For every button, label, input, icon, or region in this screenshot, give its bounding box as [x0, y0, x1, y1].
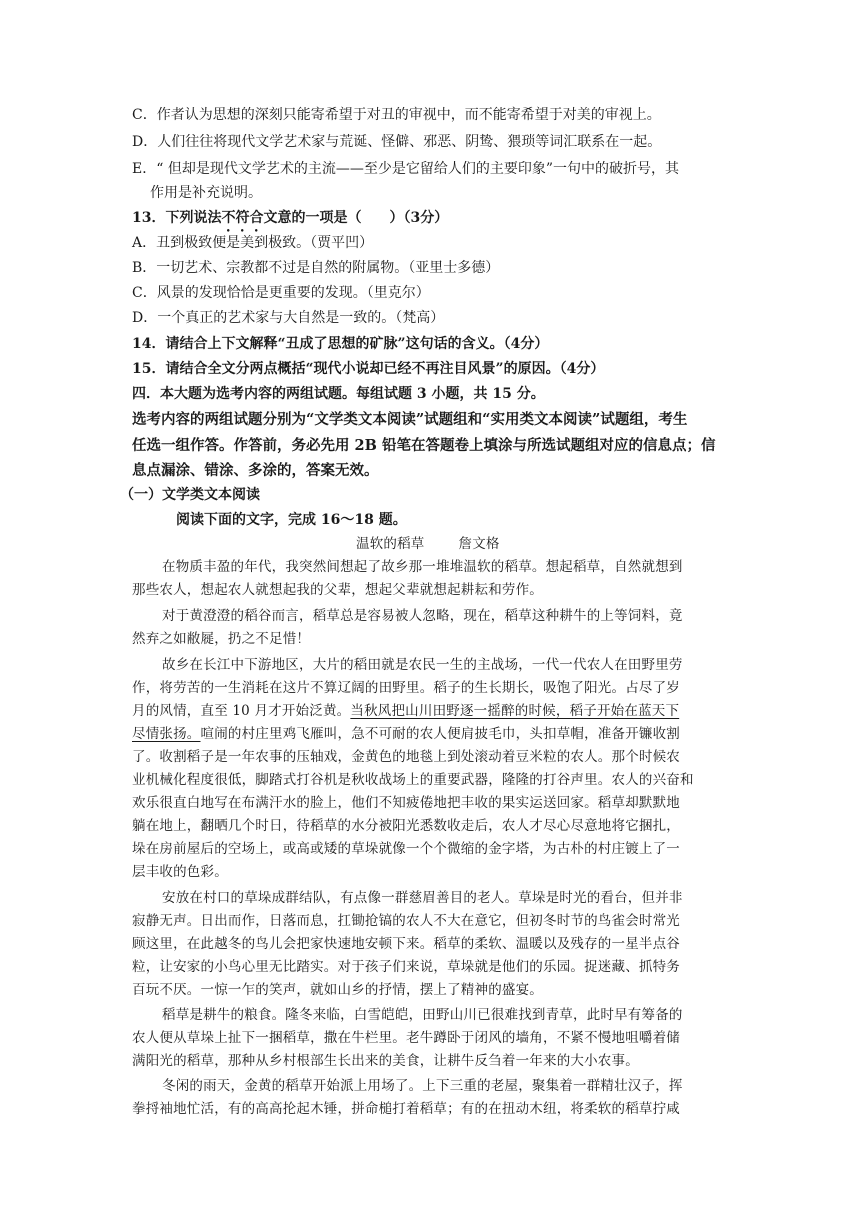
p3-line9: 垛在房前屋后的空场上，或高或矮的草垛就像一个个微缩的金字塔，为古朴的村庄镀上了一: [132, 841, 680, 857]
p3-line5: 了。收割稻子是一年农事的压轴戏，金黄色的地毯上到处滚动着豆米粒的农人。那个时候农: [132, 749, 680, 765]
p3-line1: 故乡在长江中下游地区，大片的稻田就是农民一生的主战场，一代一代农人在田野里劳: [162, 657, 683, 673]
article-author: 詹文格: [458, 536, 500, 552]
p3-line10: 层丰收的色彩。: [132, 864, 228, 880]
q13-option-a: A．丑到极致便是美到极致。（贾平凹）: [132, 235, 374, 251]
question-14: 14．请结合上下文解释“丑成了思想的矿脉”这句话的含义。（4分）: [132, 336, 549, 352]
option-12d: D．人们往往将现代文学艺术家与荒诞、怪僻、邪恶、阴鸷、猥琐等词汇联系在一起。: [132, 134, 662, 150]
p6-line2: 拳捋袖地忙活，有的高高抡起木锤，拼命槌打着稻草；有的在扭动木纽，将柔软的稻草拧咸: [132, 1101, 680, 1117]
p4-line5: 百玩不厌。一惊一乍的笑声，就如山乡的抒情，摆上了精神的盛宴。: [132, 982, 543, 998]
p3-line7: 欢乐很直白地写在布满汗水的脸上，他们不知疲倦地把丰收的果实运送回家。稻草却默默地: [132, 795, 680, 811]
p1-line1: 在物质丰盈的年代，我突然间想起了故乡那一堆堆温软的稻草。想起稻草，自然就想到: [162, 559, 683, 575]
option-12e-line2: 作用是补充说明。: [150, 185, 262, 201]
q13-emphasis: 不符合: [221, 210, 264, 226]
p3-line4: [132, 723, 732, 745]
p5-line1: 稻草是耕牛的粮食。隆冬来临，白雪皑皑，田野山川已很难找到青草，此时早有筹备的: [162, 1007, 683, 1023]
article-title-line: [356, 533, 860, 555]
underlined-sentence-part2: 尽情张扬。: [132, 726, 201, 742]
p3-line3-text: 月的风情，直至 10 月才开始泛黄。: [132, 703, 351, 719]
subsection-literary: （一）文学类文本阅读: [120, 487, 260, 503]
q13-prefix: 13．下列说法: [132, 210, 222, 226]
p4-line3: 顾这里，在此越冬的鸟儿会把家快速地安顿下来。稻草的柔软、温暖以及残存的一星半点谷: [132, 936, 680, 952]
p5-line2: 农人便从草垛上扯下一捆稻草，撒在牛栏里。老牛蹲卧于闭风的墙角，不紧不慢地咀嚼着储: [132, 1030, 680, 1046]
p5-line3: 满阳光的稻草，那种从乡村根部生长出来的美食，让耕牛反刍着一年来的大小农事。: [132, 1053, 639, 1069]
p4-line4: 粒，让安家的小鸟心里无比踏实。对于孩子们来说，草垛就是他们的乐园。捉迷藏、抓特务: [132, 959, 680, 975]
p3-line6: 业机械化程度很低，脚踏式打谷机是秋收战场上的重要武器，隆隆的打谷声里。农人的兴奋和: [132, 772, 694, 788]
p4-line2: 寂静无声。日出而作，日落而息，扛锄抢镐的农人不大在意它，但初冬时节的鸟雀会时常光: [132, 913, 680, 929]
section-4-instr-3: 息点漏涂、错涂、多涂的，答案无效。: [132, 462, 379, 479]
p3-line4-text: 喧闹的村庄里鸡飞雁叫，急不可耐的农人便肩披毛巾，头扣草帽，准备开镰收割: [200, 726, 680, 742]
option-12e-line1: E．“ 但却是现代文学艺术的主流——至少是它留给人们的主要印象”一句中的破折号，其: [132, 161, 679, 177]
question-13: [132, 207, 732, 235]
p3-line8: 躺在地上，翻晒几个时日，待稻草的水分被阳光悉数收走后，农人才尽心尽意地将它捆扎，: [132, 818, 680, 834]
question-15: 15．请结合全文分两点概括“现代小说却已经不再注目风景”的原因。（4分）: [132, 361, 605, 377]
section-4-title: 四．本大题为选考内容的两组试题。每组试题 3 小题，共 15 分。: [132, 386, 545, 402]
p1-line2: 那些农人，想起农人就想起我的父辈，想起父辈就想起耕耘和劳作。: [132, 582, 543, 598]
p6-line1: 冬闲的雨天，金黄的稻草开始派上用场了。上下三重的老屋，聚集着一群精壮汉子，挥: [162, 1078, 683, 1094]
p2-line1: 对于黄澄澄的稻谷而言，稻草总是容易被人忽略，现在，稻草这种耕牛的上等饲料，竟: [162, 608, 683, 624]
q13-suffix: 文意的一项是（ ）（3分）: [263, 210, 449, 226]
article-title: 温软的稻草: [356, 536, 425, 552]
underlined-sentence-part1: 当秋风把山川田野逐一摇醉的时候，稻子开始在蓝天下: [350, 703, 680, 719]
p4-line1: 安放在村口的草垛成群结队，有点像一群慈眉善目的老人。草垛是时光的看台，但并非: [162, 890, 683, 906]
section-4-instr-1: 选考内容的两组试题分别为“文学类文本阅读”试题组和“实用类文本阅读”试题组，考生: [132, 411, 688, 428]
option-12c: C．作者认为思想的深刻只能寄希望于对丑的审视中，而不能寄希望于对美的审视上。: [132, 107, 661, 123]
section-4-instr-2: 任选一组作答。作答前，务必先用 2B 铅笔在答题卷上填涂与所选试题组对应的信息点；信: [132, 437, 716, 454]
p3-line3: [132, 700, 732, 722]
p2-line2: 然弃之如敝屣，扔之不足惜！: [132, 631, 311, 647]
p3-line2: 作，将劳苦的一生消耗在这片不算辽阔的田野里。稻子的生长期长，吸饱了阳光。占尽了岁: [132, 680, 680, 696]
q13-option-d: D．一个真正的艺术家与大自然是一致的。（梵高）: [132, 310, 445, 326]
reading-instruction: 阅读下面的文字，完成 16～18 题。: [176, 512, 407, 528]
q13-option-b: B．一切艺术、宗教都不过是自然的附属物。（亚里士多德）: [132, 260, 500, 276]
q13-option-c: C．风景的发现恰恰是更重要的发现。（里克尔）: [132, 285, 430, 301]
